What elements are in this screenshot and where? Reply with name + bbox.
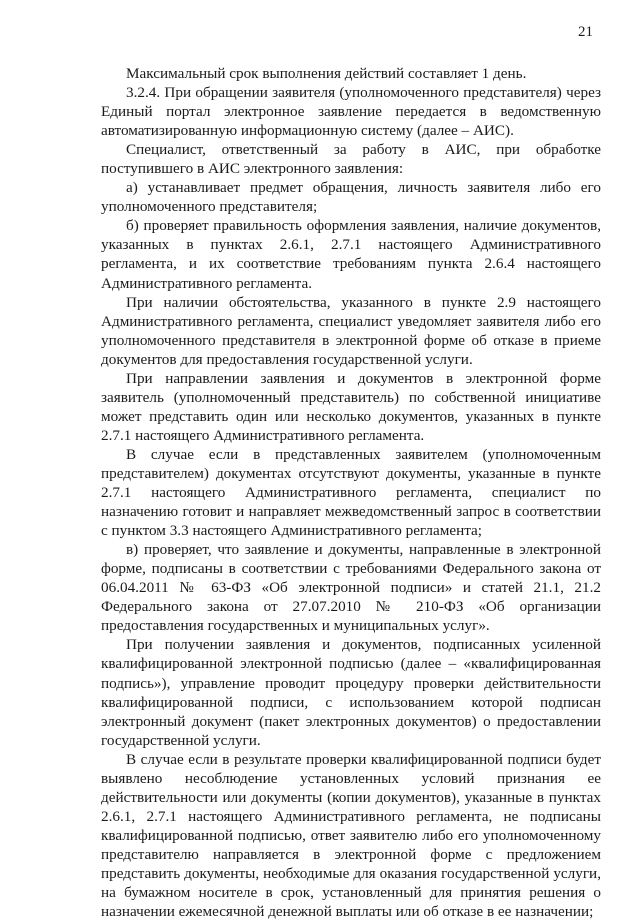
paragraph-3-2-4: 3.2.4. При обращении заявителя (уполномоченного представителя) через Единый портал электронное заявление передается в ведомственную автоматизированную информационную систему (далее – АИС). xyxy=(101,84,601,140)
paragraph-max-term: Максимальный срок выполнения действий составляет 1 день. xyxy=(126,65,527,82)
paragraph-missing-documents: В случае если в представленных заявителем (уполномоченным представителем) документах отсутствуют документы, указанные в пункте 2.7.1 настоящего Административного регламента, специалист по назначению готовит и направляет межведомственный запрос в соответствии с пунктом 3.3 настоящего Административного регламента; xyxy=(101,445,601,540)
paragraph-qualified-signature: При получении заявления и документов, подписанных усиленной квалифицированной электронной подписью (далее – «квалифицированная подпись»), управление проводит процедуру проверки действительности квалифицированной подписи, с использованием которой подписан электронный документ (пакет электронных документов) о предоставлении государственной услуги. xyxy=(101,636,601,749)
paragraph-item-b: б) проверяет правильность оформления заявления, наличие документов, указанных в пунктах 2.6.1, 2.7.1 настоящего Административного регламента, и их соответствие требованиям пункта 2.6.4 настоящего Административного регламента. xyxy=(101,217,601,292)
document-body xyxy=(101,64,601,921)
paragraph-item-v: в) проверяет, что заявление и документы, направленные в электронной форме, подписаны в соответствии с требованиями Федерального закона от 06.04.2011 № 63-ФЗ «Об электронной подписи» и статей 21.1, 21.2 Федерального закона от 27.07.2010 № 210-ФЗ «Об организации предоставления государственных и муниципальных услуг». xyxy=(101,541,601,635)
page-number: 21 xyxy=(578,24,593,40)
paragraph-specialist-ais: Специалист, ответственный за работу в АИС, при обработке поступившего в АИС электронного заявления: xyxy=(101,141,601,178)
paragraph-signature-check-failure: В случае если в результате проверки квалифицированной подписи будет выявлено несоблюдение установленных условий признания ее действительности или документы (копии документов), указанные в пунктах 2.6.1, 2.7.1 настоящего Административного регламента, не подписаны квалифицированной подписью, ответ заявителю либо его уполномоченному представителю направляется в электронной форме с предложением представить документы, необходимые для оказания государственной услуги, на бумажном носителе в срок, установленный для принятия решения о назначении ежемесячной денежной выплаты или об отказе в ее назначении; xyxy=(101,750,601,921)
paragraph-own-initiative: При направлении заявления и документов в электронной форме заявитель (уполномоченный представитель) по собственной инициативе может представить один или несколько документов, указанных в пункте 2.7.1 настоящего Административного регламента. xyxy=(101,369,601,444)
paragraph-refusal: При наличии обстоятельства, указанного в пункте 2.9 настоящего Административного регламента, специалист уведомляет заявителя либо его уполномоченного представителя в электронной форме об отказе в приеме документов для предоставления государственной услуги. xyxy=(101,293,601,368)
paragraph-item-a: а) устанавливает предмет обращения, личность заявителя либо его уполномоченного представителя; xyxy=(101,179,601,216)
